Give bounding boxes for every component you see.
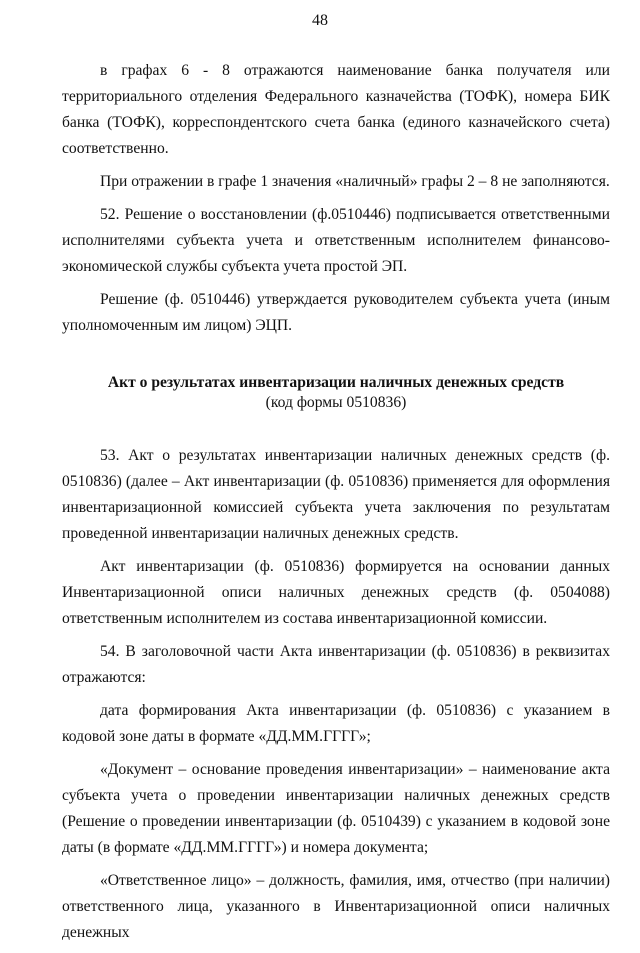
- document-body: [62, 58, 610, 953]
- paragraph: Решение (ф. 0510446) утверждается руководителем субъекта учета (иным уполномоченным им лицом) ЭЦП.: [62, 291, 610, 334]
- paragraph: 52. Решение о восстановлении (ф.0510446) подписывается ответственными исполнителями субъекта учета и ответственным исполнителем финансово-экономической службы субъекта учета простой ЭП.: [62, 206, 610, 275]
- paragraph: Акт инвентаризации (ф. 0510836) формируется на основании данных Инвентаризационной описи наличных денежных средств (ф. 0504088) ответственным исполнителем из состава инвентаризационной комиссии.: [62, 558, 610, 627]
- paragraph: 54. В заголовочной части Акта инвентаризации (ф. 0510836) в реквизитах отражаются:: [62, 643, 610, 686]
- section-heading: [62, 373, 610, 413]
- paragraph: «Документ – основание проведения инвентаризации» – наименование акта субъекта учета о проведении инвентаризации наличных денежных средств (Решение о проведении инвентаризации (ф. 0510439) с указанием в кодовой зоне даты (в формате «ДД.ММ.ГГГГ») и номера документа;: [62, 761, 610, 856]
- section-title: Акт о результатах инвентаризации наличных денежных средств: [107, 374, 565, 391]
- paragraph: «Ответственное лицо» – должность, фамилия, имя, отчество (при наличии) ответственного лица, указанного в Инвентаризационной описи наличных денежных: [62, 872, 610, 941]
- paragraph: дата формирования Акта инвентаризации (ф. 0510836) с указанием в кодовой зоне даты в формате «ДД.ММ.ГГГГ»;: [62, 702, 610, 745]
- section-subtitle: (код формы 0510836): [265, 394, 407, 411]
- paragraph: При отражении в графе 1 значения «наличный» графы 2 – 8 не заполняются.: [100, 173, 610, 190]
- paragraph: в графах 6 - 8 отражаются наименование банка получателя или территориального отделения Федерального казначейства (ТОФК), номера БИК банка (ТОФК), корреспондентского счета банка (единого казначейского счета) соответственно.: [62, 62, 610, 157]
- page-number: 48: [312, 12, 328, 29]
- paragraph: 53. Акт о результатах инвентаризации наличных денежных средств (ф. 0510836) (далее – Акт инвентаризации (ф. 0510836) применяется для оформления инвентаризационной комиссией субъекта учета заключения по результатам проведенной инвентаризации наличных денежных средств.: [62, 447, 610, 542]
